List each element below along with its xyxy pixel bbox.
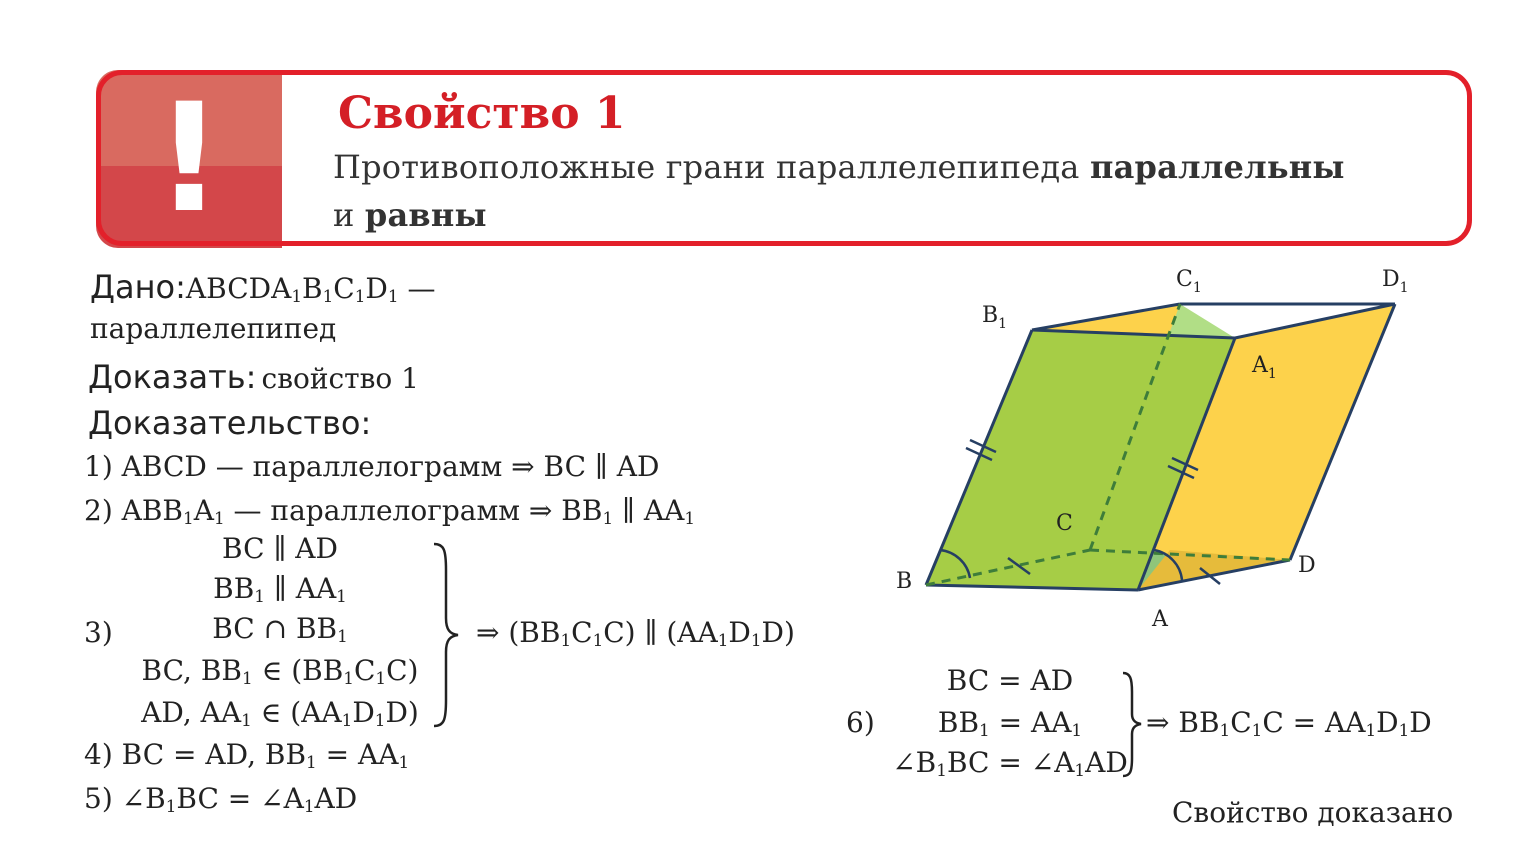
step6-line3: $\angle B_1BC$ = $\angle A_1AD$ [892,746,1128,781]
proof-step-1: 1) ABCD — параллелограмм ⇒ BC ∥ AD [84,450,660,483]
step6-brace [1120,670,1146,780]
vertex-B1: $B_1$ [982,303,1008,332]
prove-value: свойство 1 [261,362,419,395]
step3-line2: $BB_1$ ∥ $AA_1$ [213,572,347,607]
given-block [90,268,435,306]
step3-line1: BC ∥ AD [222,532,338,565]
step3-brace [430,540,464,730]
vertex-D1: $D_1$ [1382,267,1409,296]
proof-step-6-number: 6) [846,706,875,739]
property-statement-line2: и равны [333,196,487,234]
proof-step-2: 2) $ABB_1A_1$ — параллелограмм ⇒ $BB_1$ ∥ $AA_1$ [84,494,696,529]
proof-step-3-number: 3) [84,616,113,649]
step3-line5: AD, $AA_1$ ∈ $(AA_1D_1D)$ [141,696,419,731]
vertex-C1: $C_1$ [1176,267,1202,296]
conclusion-text: Свойство доказано [1172,796,1454,829]
given-figure: $ABCDA_1B_1C_1D_1$ — [185,272,436,307]
prove-block [88,358,419,396]
given-label: Дано: [90,268,186,306]
vertex-A1: $A_1$ [1252,353,1277,382]
vertex-C: C [1056,511,1073,536]
proof-label: Доказательство: [88,404,372,442]
step3-line4: BC, $BB_1$ ∈ $(BB_1C_1C)$ [141,654,419,689]
given-line2: параллелепипед [90,312,337,345]
property-title: Свойство 1 [338,88,626,139]
step3-line3: BC ∩ $BB_1$ [212,612,348,647]
exclamation-icon: ! [154,72,224,246]
property-statement-line1: Противоположные грани параллелепипеда параллельны [333,148,1345,186]
prove-label: Доказать: [88,358,257,396]
proof-step-5: 5) $\angle B_1BC$ = $\angle A_1AD$ [84,782,358,817]
step6-line2: $BB_1 = AA_1$ [937,706,1083,741]
step3-result: ⇒ $(BB_1C_1C)$ ∥ $(AA_1D_1D)$ [476,616,795,651]
parallelepiped-diagram [880,260,1440,640]
vertex-B: B [896,569,913,594]
vertex-D: D [1298,553,1316,578]
proof-step-4: 4) BC = AD, $BB_1 = AA_1$ [84,738,410,773]
step6-result: ⇒ $BB_1C_1C = AA_1D_1D$ [1146,706,1432,741]
step6-line1: BC = AD [946,664,1074,697]
vertex-A: A [1152,607,1168,632]
